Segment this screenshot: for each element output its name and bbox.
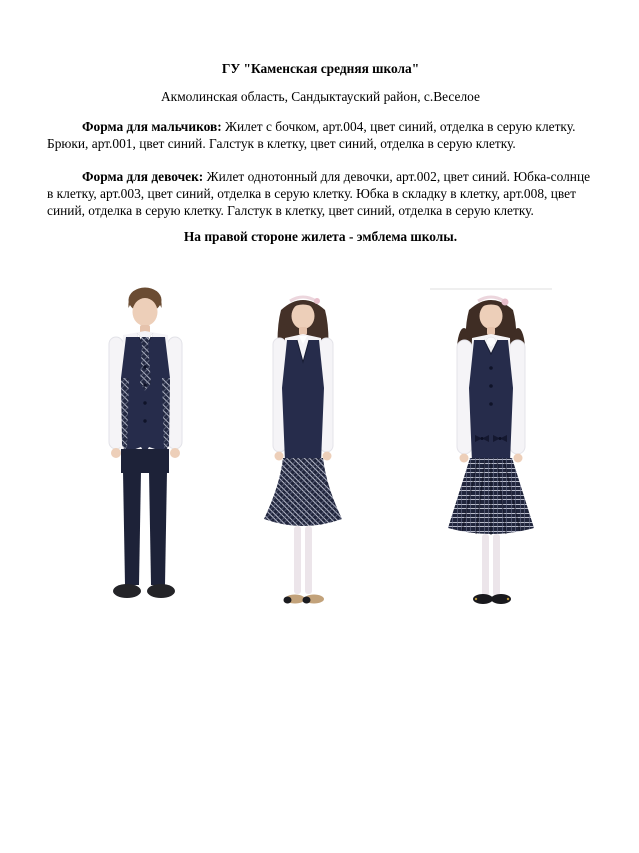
- girls-uniform-lead: Форма для девочек:: [82, 169, 204, 184]
- document-subtitle: Акмолинская область, Сандыктауский район, с.Веселое: [161, 89, 480, 104]
- document-title: ГУ "Каменская средняя школа": [221, 61, 420, 76]
- photo-edge: [430, 288, 552, 290]
- uniform-photos-row: [47, 283, 594, 633]
- boys-uniform-text: Жилет с бочком, арт.004, цвет синий, отделка в серую клетку. Брюки, арт.001, цвет синий. Галстук в клетку, цвет синий, отделка в серую клетку.: [47, 119, 576, 151]
- girl-sun-skirt-illustration: [253, 288, 353, 620]
- document-content: [0, 60, 639, 633]
- girl-pleated-skirt-illustration: [430, 288, 552, 620]
- boy-uniform-illustration: [93, 283, 198, 603]
- girls-uniform-text: Жилет однотонный для девочки, арт.002, цвет синий. Юбка-солнце в клетку, арт.003, цвет синий, отделка в серую клетку. Юбка в складку в клетку, арт.008, цвет синий, отделка в серую клетку. Галстук в клетку, цвет синий, отделка в серую клетку.: [47, 169, 591, 218]
- girl-pleated-skirt-photo: [430, 288, 552, 620]
- boys-uniform-paragraph: [47, 118, 594, 152]
- emblem-note: На правой стороне жилета - эмблема школы.: [183, 229, 458, 244]
- girl-sun-skirt-photo: [253, 288, 353, 620]
- boys-uniform-lead: Форма для мальчиков:: [82, 119, 222, 134]
- girls-uniform-paragraph: [47, 168, 594, 219]
- boy-uniform-photo: [93, 283, 198, 603]
